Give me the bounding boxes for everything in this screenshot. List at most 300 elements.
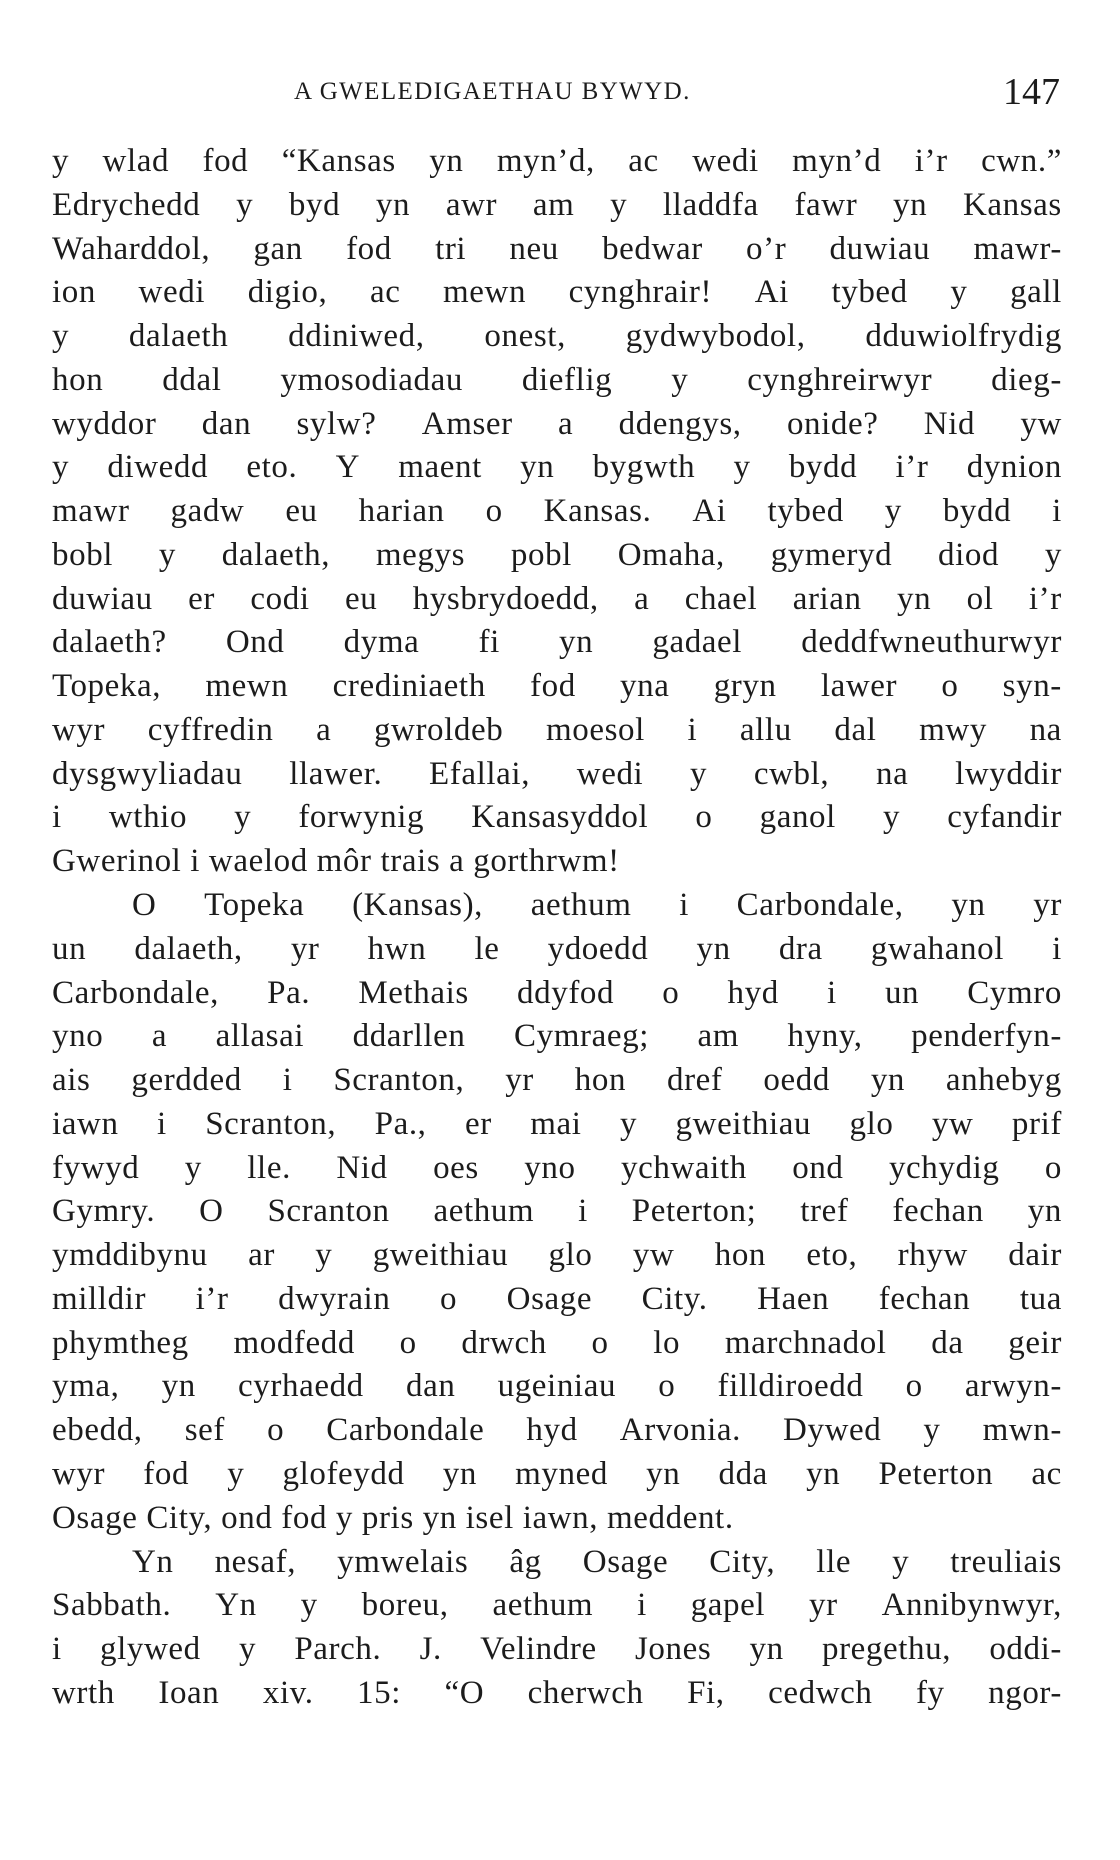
word: megys [375, 536, 466, 573]
word: Efallai, [429, 755, 531, 792]
word: y [610, 186, 628, 223]
word: eu [344, 580, 378, 617]
word: Haen [757, 1280, 830, 1317]
word: Ai [754, 274, 789, 311]
text-line [52, 315, 1062, 359]
word: un [884, 974, 920, 1011]
text-line [52, 140, 1062, 184]
word: sef [184, 1412, 225, 1449]
word: cynghreirwyr [747, 361, 933, 398]
word: fod [202, 143, 249, 179]
word: cedwch [768, 1674, 873, 1711]
word: er [464, 1105, 492, 1142]
word: Amser [421, 405, 513, 442]
word: yr [1033, 887, 1062, 924]
word: Kansasyddol [471, 799, 649, 836]
word: gwroldeb [373, 711, 504, 748]
text-line [52, 1103, 1062, 1147]
word: ychydig [888, 1149, 1000, 1186]
word: y [52, 318, 70, 355]
text-line [52, 1234, 1062, 1278]
word: er [188, 580, 215, 617]
word: i’r [895, 449, 929, 486]
word: geir [1008, 1324, 1062, 1361]
word: codi [250, 580, 310, 617]
body-text [52, 140, 1062, 1716]
word: y [619, 1105, 638, 1142]
word: i’r [914, 143, 948, 179]
word: ddiniwed, [288, 318, 425, 355]
word: dalaeth, [221, 536, 331, 573]
word: gwahanol [870, 930, 1005, 967]
word: tybed [767, 493, 844, 530]
word: Ond [225, 624, 285, 661]
text-line [52, 1322, 1062, 1366]
word: am [532, 186, 575, 223]
word: yr [809, 1587, 838, 1624]
word: modfedd [233, 1324, 355, 1361]
word: na [1029, 711, 1062, 748]
word: drwch [461, 1324, 547, 1361]
word: diod [938, 536, 1000, 573]
word: wedi [576, 755, 644, 792]
word: dieflig [521, 361, 613, 398]
word: City, [709, 1543, 776, 1580]
word: myned [515, 1455, 608, 1492]
word: dal [834, 711, 877, 748]
word: yn [520, 449, 555, 486]
word: y [950, 274, 968, 311]
word: cwn.” [981, 143, 1062, 179]
word: dda [718, 1455, 768, 1492]
word: Yn [132, 1543, 174, 1580]
text-line [52, 1365, 1062, 1409]
word: y [184, 1149, 202, 1186]
word: dyma [343, 624, 420, 661]
word: onide? [786, 405, 879, 442]
word: onest, [484, 318, 566, 355]
text-line [52, 359, 1062, 403]
word: i’r [195, 1280, 229, 1317]
word: dalaeth? [52, 624, 167, 661]
word: lo [653, 1324, 681, 1361]
word: ol [966, 580, 994, 617]
text-line [52, 1015, 1062, 1059]
word: mewn [205, 668, 289, 705]
word: pregethu, [821, 1631, 952, 1668]
word: a [634, 580, 650, 617]
word: duwiau [829, 230, 931, 267]
word: fod [346, 230, 392, 267]
word: le [474, 930, 500, 967]
word: am [697, 1018, 740, 1055]
word: yn [559, 624, 594, 661]
word: yn [375, 186, 411, 223]
word: o [591, 1324, 609, 1361]
text-line [52, 228, 1062, 272]
word: gweithiau [675, 1105, 812, 1142]
word: dysgwyliadau [52, 755, 243, 792]
word: aethum [530, 887, 632, 924]
word: Methais [358, 974, 469, 1011]
word: arian [792, 580, 862, 617]
word: deddfwneuthurwyr [801, 624, 1062, 661]
word: City. [641, 1280, 708, 1317]
word: tybed [831, 274, 908, 311]
word: maent [398, 449, 482, 486]
word: eto, [806, 1237, 858, 1274]
word: fod [530, 668, 576, 705]
text-line [52, 665, 1062, 709]
word: allasai [215, 1018, 305, 1055]
word: crediniaeth [332, 668, 486, 705]
word: o [941, 668, 959, 705]
word: Topeka, [52, 668, 162, 705]
word: mawr [52, 493, 130, 530]
word: duwiau [52, 580, 153, 617]
word: Waharddol, [52, 230, 211, 267]
text-line [52, 446, 1062, 490]
word: Pa., [374, 1105, 427, 1142]
word: i [679, 887, 689, 924]
word: i [637, 1587, 647, 1624]
word: yn [893, 186, 928, 223]
word: yn [161, 1368, 196, 1405]
word: gweithiau [372, 1237, 509, 1274]
word: y [239, 1631, 257, 1668]
word: hwn [367, 930, 427, 967]
word: Carbondale [326, 1412, 485, 1449]
word: cyrhaedd [238, 1368, 364, 1405]
word: Nid [336, 1149, 388, 1186]
word: y [883, 799, 901, 836]
word: ddarllen [352, 1018, 466, 1055]
running-header [0, 71, 1120, 118]
word: yn [646, 1455, 681, 1492]
text-line [52, 753, 1062, 797]
word: o [485, 493, 503, 530]
word: Kansas. [543, 493, 652, 530]
word: (Kansas), [352, 887, 484, 924]
word: allu [739, 711, 792, 748]
word: Cymro [967, 974, 1062, 1011]
word: gerdded [131, 1062, 242, 1099]
word: digio, [247, 274, 328, 311]
text-line [52, 271, 1062, 315]
word: Edrychedd [52, 186, 201, 223]
word: ddal [162, 361, 222, 398]
word: dduwiolfrydig [865, 318, 1062, 355]
word: y [733, 449, 751, 486]
word: ychwaith [621, 1149, 747, 1186]
word: mewn [443, 274, 527, 311]
word: yw [1020, 405, 1062, 442]
word: o [1044, 1149, 1062, 1186]
word: ddyfod [517, 974, 615, 1011]
text-line [52, 928, 1062, 972]
word: fechan [892, 1193, 984, 1230]
word: bydd [788, 449, 858, 486]
word: yn [897, 580, 932, 617]
word: ac [628, 143, 659, 179]
word: gapel [690, 1587, 766, 1624]
word: o [399, 1324, 417, 1361]
word: “Kansas [281, 143, 396, 179]
word: Peterton; [631, 1193, 757, 1230]
word: neu [509, 230, 559, 267]
word: wyr [52, 711, 106, 748]
word: gryn [713, 668, 777, 705]
word: phymtheg [52, 1324, 189, 1361]
word: cwbl, [753, 755, 830, 792]
word: i [52, 799, 62, 836]
word: tri [435, 230, 467, 267]
word: lwyddir [955, 755, 1062, 792]
word: oes [433, 1149, 479, 1186]
text-line [52, 1190, 1062, 1234]
word: hysbrydoedd, [412, 580, 599, 617]
word: mai [530, 1105, 582, 1142]
text-line [52, 1278, 1062, 1322]
word: aethum [492, 1587, 594, 1624]
word: boreu, [361, 1587, 449, 1624]
word: y [234, 799, 252, 836]
word: hon [714, 1237, 767, 1274]
word: milldir [52, 1280, 147, 1317]
text-line [52, 796, 1062, 840]
word: un [52, 930, 87, 967]
word: O [132, 887, 157, 924]
word: i [157, 1105, 167, 1142]
page-number: 147 [1003, 71, 1060, 113]
word: i [52, 1631, 62, 1668]
word: Fi, [687, 1674, 725, 1711]
text-line: Gwerinol i waelod môr trais a gorthrwm! [52, 843, 620, 880]
word: Velindre [480, 1631, 597, 1668]
word: prif [1011, 1105, 1062, 1142]
word: tref [800, 1193, 849, 1230]
word: sylw? [296, 405, 377, 442]
word: y [690, 755, 708, 792]
word: ac [1031, 1455, 1062, 1492]
word: treuliais [950, 1543, 1062, 1580]
word: mwy [919, 711, 987, 748]
word: Yn [215, 1587, 257, 1624]
word: o [267, 1412, 285, 1449]
word: Sabbath. [52, 1587, 172, 1624]
word: Peterton [878, 1455, 994, 1492]
word: wedi [138, 274, 206, 311]
word: Osage [506, 1280, 593, 1317]
word: dan [405, 1368, 456, 1405]
word: ymddibynu [52, 1237, 208, 1274]
word: dalaeth, [134, 930, 243, 967]
word: fechan [878, 1280, 971, 1317]
word: bobl [52, 536, 114, 573]
word: myn’d, [496, 143, 595, 179]
word: i [687, 711, 698, 748]
word: i [578, 1193, 588, 1230]
word: dan [201, 405, 252, 442]
word: yna [620, 668, 670, 705]
word: Carbondale, [736, 887, 904, 924]
word: ebedd, [52, 1412, 143, 1449]
word: na [876, 755, 909, 792]
word: gymeryd [770, 536, 893, 573]
word: ngor- [988, 1674, 1062, 1711]
word: y [884, 493, 902, 530]
word: yw [931, 1105, 974, 1142]
word: Omaha, [617, 536, 725, 573]
text-line [52, 972, 1062, 1016]
word: o [662, 974, 680, 1011]
word: eu [285, 493, 318, 530]
word: âg [509, 1543, 542, 1580]
word: filldiroedd [717, 1368, 864, 1405]
word: fi [478, 624, 500, 661]
text-line [52, 1584, 1062, 1628]
word: iawn [52, 1105, 119, 1142]
word: Y [335, 449, 361, 486]
word: y [52, 143, 70, 179]
word: hon [574, 1062, 627, 1099]
word: Annibynwyr, [881, 1587, 1062, 1624]
word: Osage [582, 1543, 669, 1580]
word: chael [684, 580, 758, 617]
word: Scranton [267, 1193, 390, 1230]
word: y [671, 361, 689, 398]
word: ganol [759, 799, 836, 836]
word: cynghrair! [568, 274, 713, 311]
text-line [52, 1453, 1062, 1497]
word: dieg- [991, 361, 1062, 398]
word: yn [1027, 1193, 1062, 1230]
word: yno [524, 1149, 576, 1186]
word: fod [143, 1455, 190, 1492]
word: Dywed [783, 1412, 882, 1449]
word: yn [429, 143, 464, 179]
word: y [158, 536, 176, 573]
text-line: Osage City, ond fod y pris yn isel iawn, meddent. [52, 1499, 734, 1536]
word: Kansas [962, 186, 1062, 223]
word: i’r [1028, 580, 1062, 617]
word: bydd [942, 493, 1012, 530]
word: yr [290, 930, 320, 967]
word: y [227, 1455, 245, 1492]
word: ion [52, 274, 96, 311]
word: i [282, 1062, 293, 1099]
word: da [931, 1324, 964, 1361]
word: Scranton, [333, 1062, 465, 1099]
word: ymosodiadau [280, 361, 463, 398]
word: syn- [1002, 668, 1062, 705]
word: ac [369, 274, 401, 311]
word: Jones [634, 1631, 712, 1668]
text-line [52, 1147, 1062, 1191]
word: yn [442, 1455, 477, 1492]
word: nesaf, [214, 1543, 297, 1580]
word: dref [666, 1062, 723, 1099]
word: wyddor [52, 405, 157, 442]
word: cyffredin [147, 711, 274, 748]
word: O [199, 1193, 224, 1230]
word: yn [806, 1455, 841, 1492]
word: fawr [794, 186, 858, 223]
word: y [300, 1587, 318, 1624]
word: Arvonia. [619, 1412, 741, 1449]
word: wthio [108, 799, 188, 836]
word: i [1052, 930, 1062, 967]
word: Ioan [158, 1674, 220, 1711]
word: lawer [820, 668, 898, 705]
word: byd [288, 186, 341, 223]
word: Pa. [267, 974, 311, 1011]
word: o [658, 1368, 676, 1405]
text-line [52, 621, 1062, 665]
word: hon [52, 361, 104, 398]
word: Carbondale, [52, 974, 219, 1011]
text-line [52, 709, 1062, 753]
word: oedd [763, 1062, 830, 1099]
word: oddi- [989, 1631, 1062, 1668]
word: xiv. [262, 1674, 314, 1711]
word: mawr- [973, 230, 1062, 267]
word: glo [548, 1237, 593, 1274]
word: gadael [652, 624, 743, 661]
text-line [52, 1541, 1062, 1585]
word: yn [749, 1631, 784, 1668]
word: lle. [247, 1149, 291, 1186]
word: o’r [746, 230, 787, 267]
word: Parch. [294, 1631, 382, 1668]
word: glywed [100, 1631, 201, 1668]
running-title: A GWELEDIGAETHAU BYWYD. [294, 78, 691, 105]
word: lladdfa [662, 186, 759, 223]
word: y [1044, 536, 1062, 573]
word: dair [1008, 1237, 1062, 1274]
word: cyfandir [947, 799, 1062, 836]
word: tua [1019, 1280, 1062, 1317]
word: “O [444, 1674, 485, 1711]
word: penderfyn- [911, 1018, 1062, 1055]
word: gydwybodol, [625, 318, 806, 355]
word: ar [248, 1237, 275, 1274]
text-line [52, 1672, 1062, 1716]
word: lle [816, 1543, 852, 1580]
word: dwyrain [278, 1280, 391, 1317]
word: o [439, 1280, 458, 1317]
word: y [923, 1412, 941, 1449]
word: y [52, 449, 70, 486]
word: hyd [727, 974, 779, 1011]
word: gadw [170, 493, 245, 530]
word: y [315, 1237, 333, 1274]
text-line [52, 1409, 1062, 1453]
word: Scranton, [205, 1105, 337, 1142]
word: aethum [433, 1193, 535, 1230]
word: anhebyg [945, 1062, 1062, 1099]
word: Ai [692, 493, 727, 530]
text-line [52, 1059, 1062, 1103]
text-line [52, 1628, 1062, 1672]
word: bedwar [602, 230, 703, 267]
word: wedi [692, 143, 759, 179]
word: hyd [526, 1412, 578, 1449]
word: yr [505, 1062, 534, 1099]
word: myn’d [792, 143, 882, 179]
word: ais [52, 1062, 91, 1099]
word: yma, [52, 1368, 120, 1405]
